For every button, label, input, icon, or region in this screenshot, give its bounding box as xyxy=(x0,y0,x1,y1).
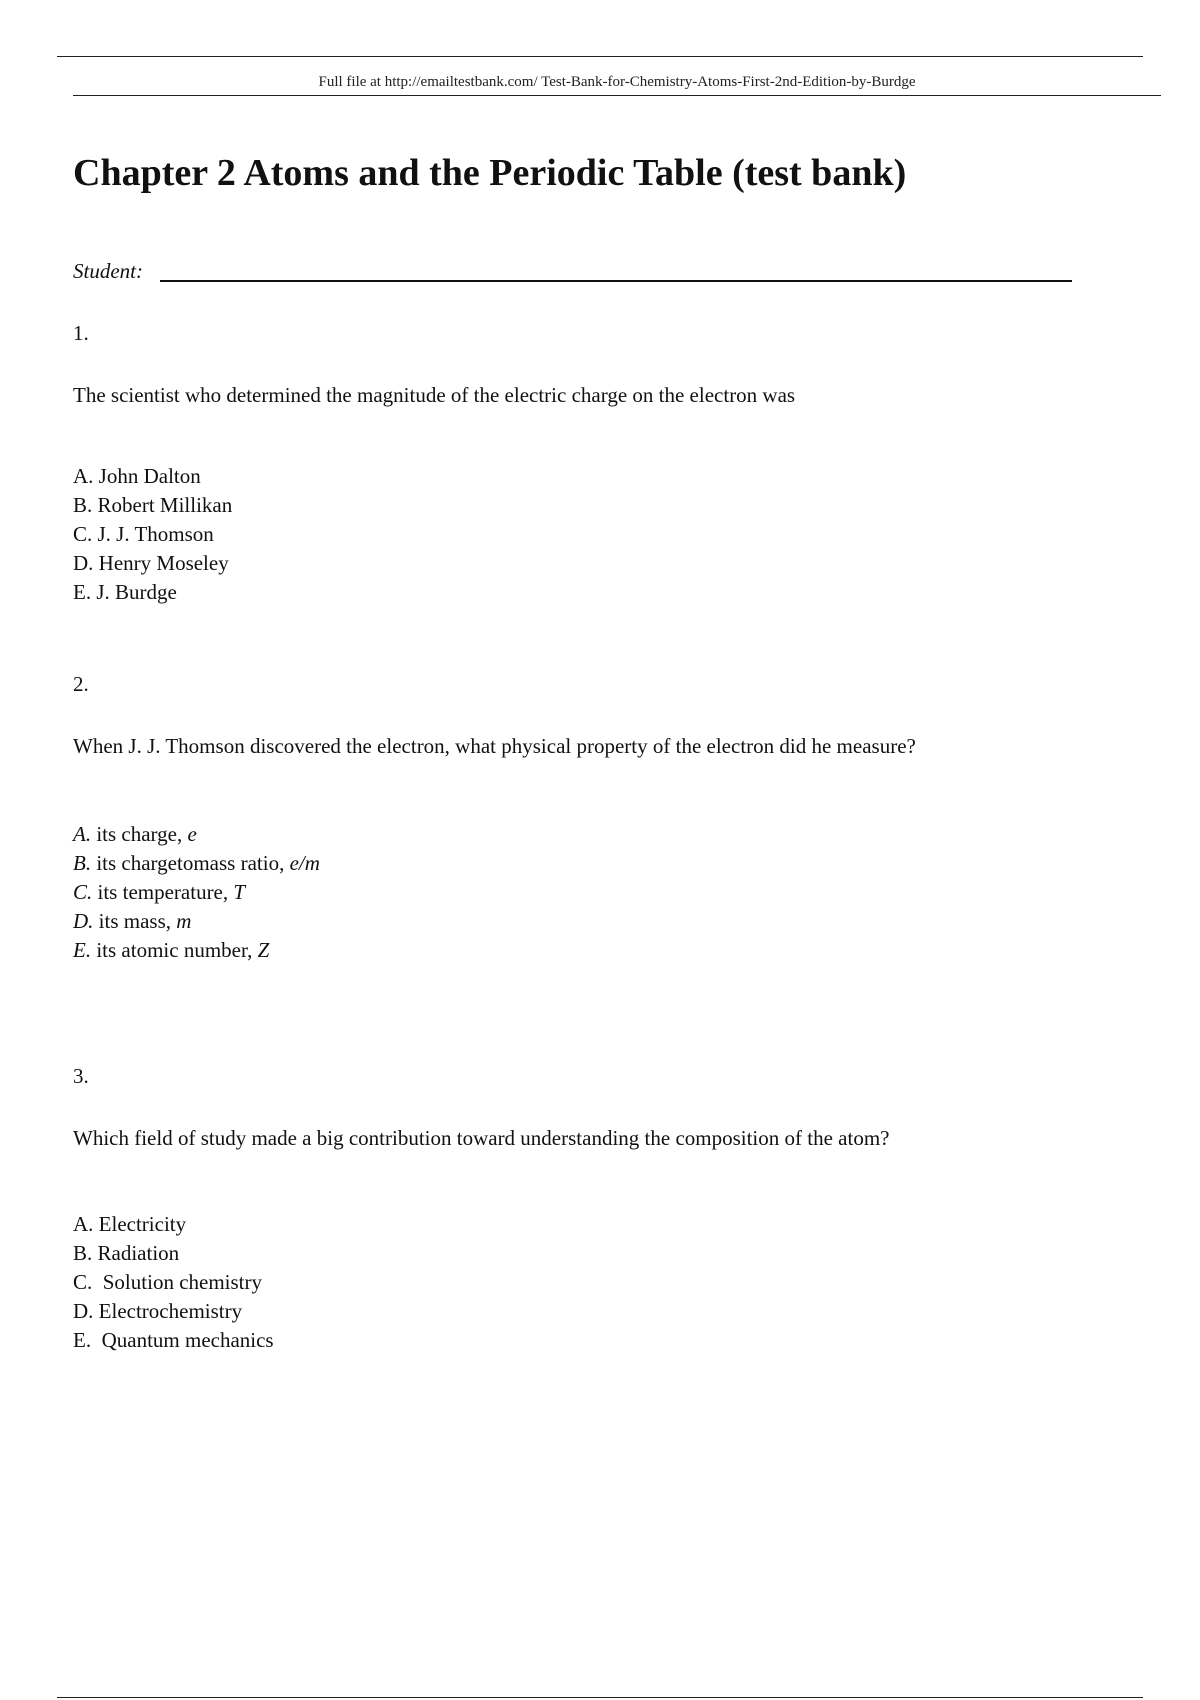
choice-variable: T xyxy=(233,880,246,904)
question-3-choice-a[interactable]: A. Electricity xyxy=(73,1212,187,1236)
choice-variable: e/m xyxy=(289,851,320,875)
choice-letter: B. xyxy=(73,851,92,875)
question-1-text: The scientist who determined the magnitude of the electric charge on the electron was xyxy=(73,383,796,407)
choice-variable: Z xyxy=(257,938,270,962)
choice-text: its charge, xyxy=(91,822,188,846)
question-3-choice-e[interactable]: E. Quantum mechanics xyxy=(73,1328,274,1352)
question-3-choice-d[interactable]: D. Electrochemistry xyxy=(73,1299,243,1323)
choice-letter: C. xyxy=(73,880,93,904)
question-3-choice-b[interactable]: B. Radiation xyxy=(73,1241,180,1265)
question-3-choice-c[interactable]: C. Solution chemistry xyxy=(73,1270,262,1294)
choice-text: its mass, xyxy=(93,909,177,933)
choice-letter: A. xyxy=(73,822,92,846)
choice-text: its chargetomass ratio, xyxy=(91,851,290,875)
question-2-choice-d[interactable] xyxy=(73,907,320,936)
top-rule xyxy=(57,56,1143,57)
question-2-choice-a[interactable] xyxy=(73,820,320,849)
question-2-text: When J. J. Thomson discovered the electron, what physical property of the electron did he measure? xyxy=(73,734,916,758)
choice-variable: m xyxy=(176,909,192,933)
question-1-choice-b[interactable]: B. Robert Millikan xyxy=(73,493,233,517)
student-label: Student: xyxy=(73,259,143,283)
question-1-choices xyxy=(73,462,232,607)
question-2-choices xyxy=(73,820,320,965)
question-2-choice-e[interactable] xyxy=(73,936,320,965)
choice-variable: e xyxy=(187,822,197,846)
question-2-choice-c[interactable] xyxy=(73,878,320,907)
question-3-text: Which field of study made a big contribution toward understanding the composition of the atom? xyxy=(73,1126,890,1150)
bottom-rule xyxy=(57,1697,1143,1698)
choice-text: its atomic number, xyxy=(91,938,258,962)
question-1-choice-d[interactable]: D. Henry Moseley xyxy=(73,551,229,575)
question-2-choice-b[interactable] xyxy=(73,849,320,878)
question-1-choice-a[interactable]: A. John Dalton xyxy=(73,464,201,488)
question-3-number: 3. xyxy=(73,1064,89,1088)
choice-letter: D. xyxy=(73,909,94,933)
question-1-choice-e[interactable]: E. J. Burdge xyxy=(73,580,177,604)
page-title: Chapter 2 Atoms and the Periodic Table (test bank) xyxy=(73,152,907,194)
choice-letter: E. xyxy=(73,938,92,962)
choice-text: its temperature, xyxy=(92,880,234,904)
question-1-choice-c[interactable]: C. J. J. Thomson xyxy=(73,522,214,546)
header-rule xyxy=(73,95,1161,96)
full-file-header: Full file at http://emailtestbank.com/ Test-Bank-for-Chemistry-Atoms-First-2nd-Edition-by-Burdge xyxy=(318,74,916,90)
question-3-choices xyxy=(73,1210,274,1355)
question-2-number: 2. xyxy=(73,672,89,696)
question-1-number: 1. xyxy=(73,321,89,345)
student-name-line[interactable] xyxy=(160,280,1072,282)
